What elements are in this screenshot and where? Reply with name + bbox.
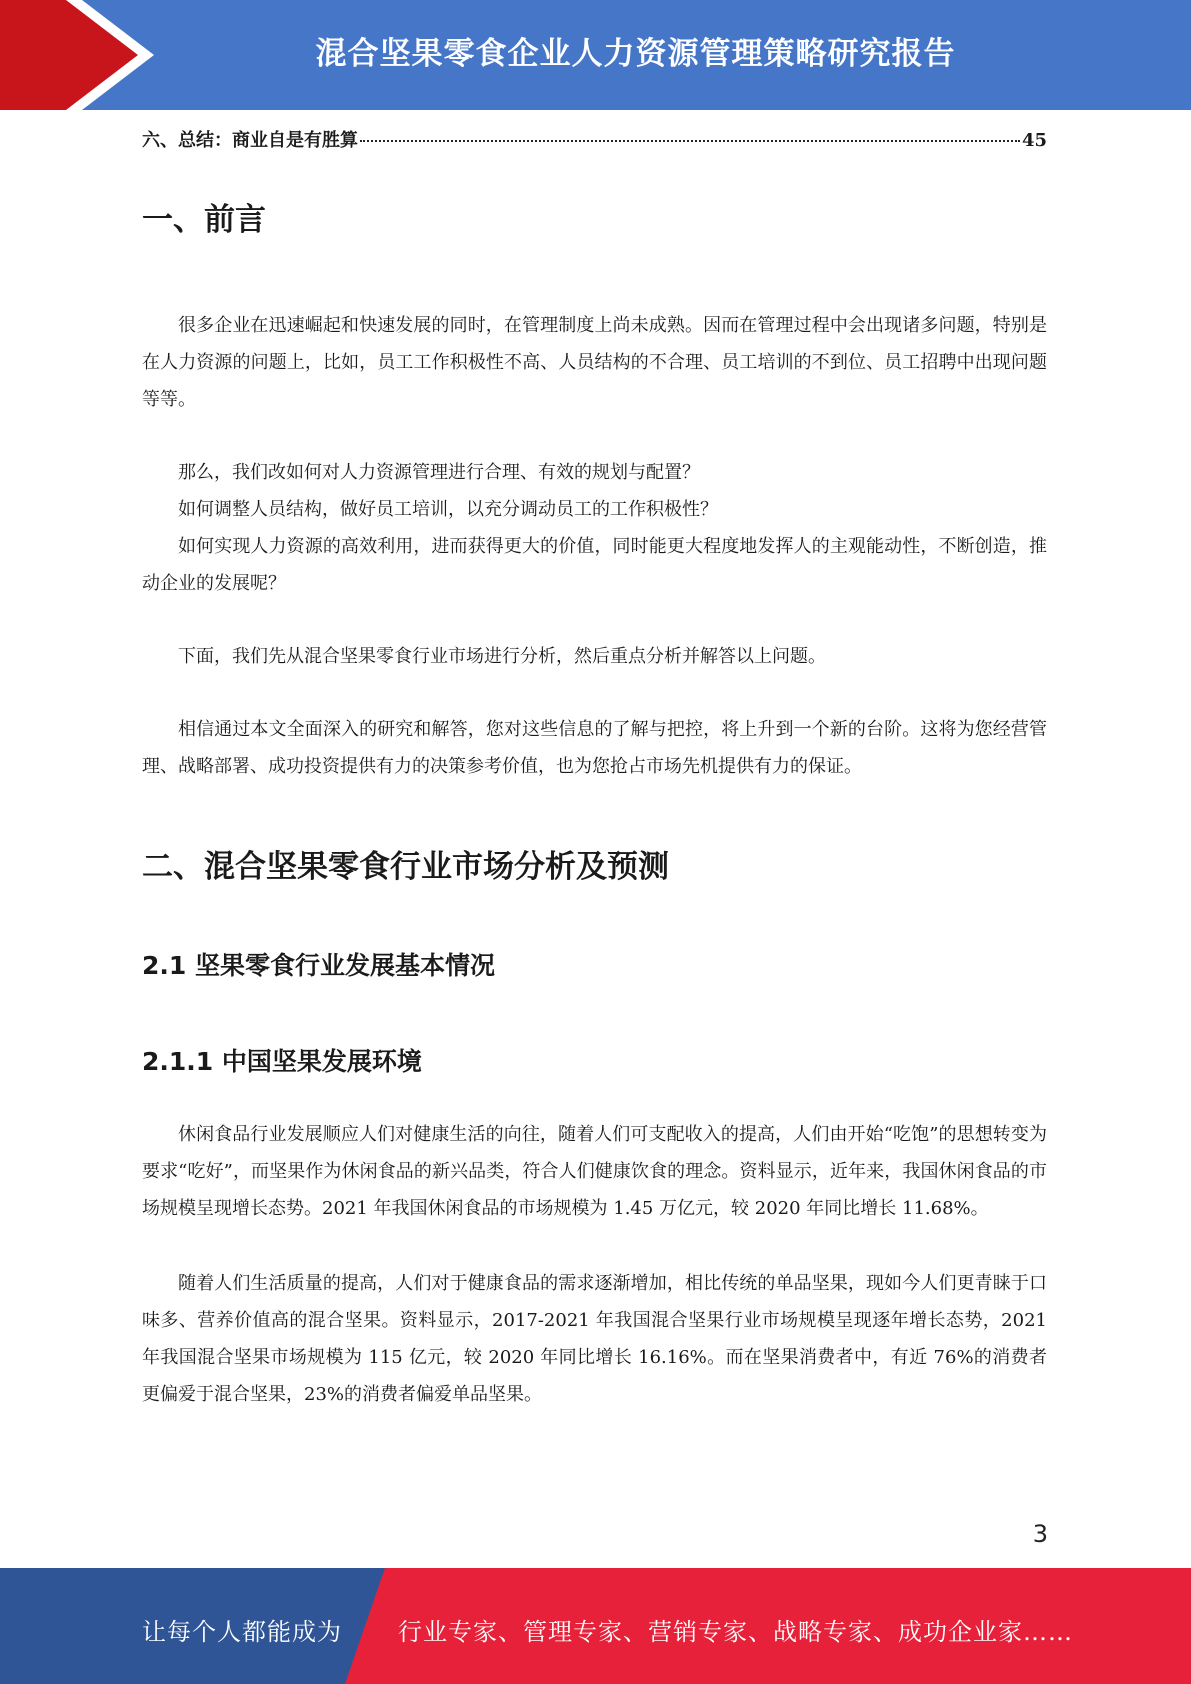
paragraph: 相信通过本文全面深入的研究和解答，您对这些信息的了解与把控，将上升到一个新的台阶。这将为您经营管理、战略部署、成功投资提供有力的决策参考价值，也为您抢占市场先机提供有力的保证。 <box>142 719 1047 777</box>
subsubsection-heading: 2.1.1 中国坚果发展环境 <box>142 1047 422 1076</box>
paragraph: 如何实现人力资源的高效利用，进而获得更大的价值，同时能更大程度地发挥人的主观能动性，不断创造，推动企业的发展呢？ <box>142 536 1047 594</box>
footer-slogan-left: 让每个人都能成为 <box>142 1618 342 1646</box>
toc-entry[interactable] <box>142 126 1047 152</box>
paragraph: 下面，我们先从混合坚果零食行业市场进行分析，然后重点分析并解答以上问题。 <box>178 646 826 667</box>
toc-entry-page: 45 <box>1021 130 1047 151</box>
paragraph: 随着人们生活质量的提高，人们对于健康食品的需求逐渐增加，相比传统的单品坚果，现如今人们更青睐于口味多、营养价值高的混合坚果。资料显示，2017-2021 年我国混合坚果行业市场规模呈现逐年增长态势，2021 年我国混合坚果市场规模为 115 亿元，较 2020 年同比增长 16.16%。而在坚果消费者中，有近 76%的消费者更偏爱于混合坚果，23%的消费者偏爱单品坚果。 <box>142 1273 1047 1405</box>
section-heading-market-analysis: 二、混合坚果零食行业市场分析及预测 <box>142 849 669 885</box>
page-content <box>142 126 1047 1413</box>
report-title: 混合坚果零食企业人力资源管理策略研究报告 <box>315 36 956 72</box>
paragraph: 如何调整人员结构，做好员工培训，以充分调动员工的工作积极性？ <box>178 499 718 520</box>
paragraph: 休闲食品行业发展顺应人们对健康生活的向往，随着人们可支配收入的提高，人们由开始“吃饱”的思想转变为要求“吃好”，而坚果作为休闲食品的新兴品类，符合人们健康饮食的理念。资料显示，近年来，我国休闲食品的市场规模呈现增长态势。2021 年我国休闲食品的市场规模为 1.45 万亿元，较 2020 年同比增长 11.68%。 <box>142 1124 1047 1219</box>
toc-dot-leader <box>360 140 1020 142</box>
footer-slogan-right: 行业专家、管理专家、营销专家、战略专家、成功企业家…… <box>398 1618 1073 1646</box>
toc-entry-label: 六、总结：商业自是有胜算 <box>142 130 358 151</box>
page-footer <box>0 1568 1191 1684</box>
page-header <box>0 0 1191 110</box>
subsection-heading: 2.1 坚果零食行业发展基本情况 <box>142 951 495 980</box>
paragraph: 那么，我们改如何对人力资源管理进行合理、有效的规划与配置？ <box>178 462 700 483</box>
page-number: 3 <box>1032 1520 1048 1548</box>
paragraph: 很多企业在迅速崛起和快速发展的同时，在管理制度上尚未成熟。因而在管理过程中会出现诸多问题，特别是在人力资源的问题上，比如，员工工作积极性不高、人员结构的不合理、员工培训的不到位、员工招聘中出现问题等等。 <box>142 315 1047 410</box>
chevron-arrow-icon <box>0 0 160 110</box>
section-heading-preface: 一、前言 <box>142 202 266 238</box>
